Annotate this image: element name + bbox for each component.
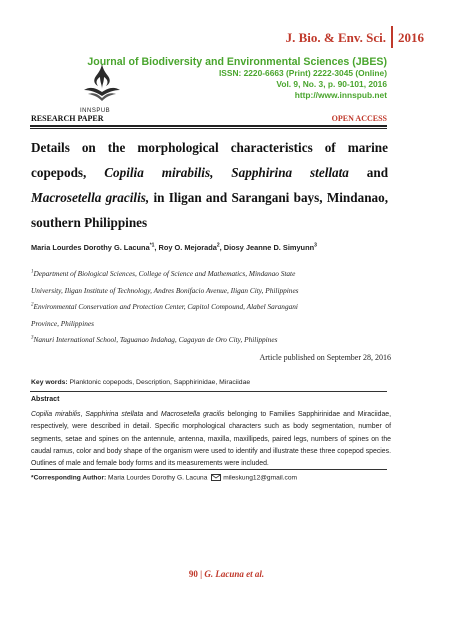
keywords-label: Key words: [31,379,68,386]
page-number: 90 [188,569,198,579]
affiliation-sup: 3 [31,335,34,341]
abstract-text: belonging to Families Sapphirinidae and Miraciidae, respectively, were described in detail. Specific morphological characters such as body segmentation, number of segments, setae and spines on the antennule, antenna, maxilla, maxillipeds, paired legs, numbers of spines on the caudal ramus, color and body shape of the organism were used to identify and illustrate these three copepod species. Outlines of male and female body forms and its measurements were included. [31,411,392,468]
author-sup: *1 [149,242,155,249]
title-species: stellata [310,165,349,180]
title-species: Copilia [104,165,144,180]
corresponding-author [31,474,297,481]
journal-issn: ISSN: 2220-6663 (Print) 2222-3045 (Online) [218,68,387,78]
keywords [31,379,250,386]
author-name: , Roy O. Mejorada [154,243,217,252]
abstract-text: and [143,411,161,418]
author-name: Maria Lourdes Dorothy G. Lacuna [31,243,150,252]
email-icon [211,474,221,481]
header-rule [30,125,387,127]
header-rule-thin [30,128,387,129]
page-footer [0,569,453,579]
corresponding-rule [30,469,387,470]
author-list [31,243,317,252]
title-line-2 [31,160,388,185]
title-word: in Iligan and Sarangani bays, Mindanao, [149,190,389,205]
journal-volume: Vol. 9, No. 3, p. 90-101, 2016 [276,79,387,89]
abstract-heading: Abstract [31,396,60,403]
corresponding-name: Maria Lourdes Dorothy G. Lacuna [106,474,210,482]
affiliation-line [31,266,391,283]
running-header-journal: J. Bio. & Env. Sci. [285,30,386,45]
author-sup: 3 [314,242,317,249]
affiliation-line: University, Iligan Institute of Technology, Andres Bonifacio Avenue, Iligan City, Philippines [31,285,299,295]
title-line-3 [31,185,388,210]
title-word: copepods, [31,165,87,180]
title-line-1: Details on the morphological characteristics of marine [31,140,388,155]
author-name: , Diosy Jeanne D. Simyunn [219,243,315,252]
corresponding-label: *Corresponding Author: [31,474,107,482]
journal-url[interactable]: http://www.innspub.net [294,90,387,100]
title-species: mirabilis, [161,165,214,180]
affiliation-text: Department of Biological Sciences, College of Science and Mathematics, Mindanao State [33,269,296,278]
species-name: Macrosetella gracilis [160,411,225,418]
affiliation-line [31,299,391,316]
title-species: Sapphirina [231,165,293,180]
paper-title [31,135,388,235]
affiliation-sup: 1 [31,269,34,275]
abstract-text: , [80,411,86,418]
affiliation-sup: 2 [31,302,34,308]
running-header-divider [391,26,393,48]
journal-name: Journal of Biodiversity and Environmental Sciences (JBES) [87,56,387,68]
article-type: RESEARCH PAPER [31,114,104,123]
affiliation-text: Nanuri International School, Taguanao Indahag, Cagayan de Oro City, Philippines [33,335,278,344]
keywords-rule [30,391,387,392]
author-sup: 2 [216,242,220,249]
abstract-body [31,409,391,470]
affiliation-line [31,332,391,349]
footer-separator: | [197,569,205,579]
title-word: and [366,165,389,180]
logo-text: INNSPUB [80,108,111,114]
keywords-text: Planktonic copepods, Description, Sapphirinidae, Miraciidae [67,379,251,386]
footer-author: G. Lacuna et al. [204,569,265,579]
affiliation-line: Province, Philippines [31,318,94,328]
publication-date: Article published on September 28, 2016 [259,353,391,362]
open-access-label: OPEN ACCESS [331,114,387,123]
affiliation-text: Environmental Conservation and Protection Center, Capitol Compound, Alabel Sarangani [33,302,298,311]
corresponding-email[interactable]: mileskung12@gmail.com [223,474,297,482]
species-name: Sapphirina stellata [85,411,144,418]
title-line-4: southern Philippines [31,215,148,230]
journal-info [87,57,387,101]
title-species: Macrosetella gracilis, [31,190,150,205]
affiliations [31,266,391,349]
species-name: Copilia mirabilis [31,411,81,418]
running-header-year: 2016 [398,30,424,45]
